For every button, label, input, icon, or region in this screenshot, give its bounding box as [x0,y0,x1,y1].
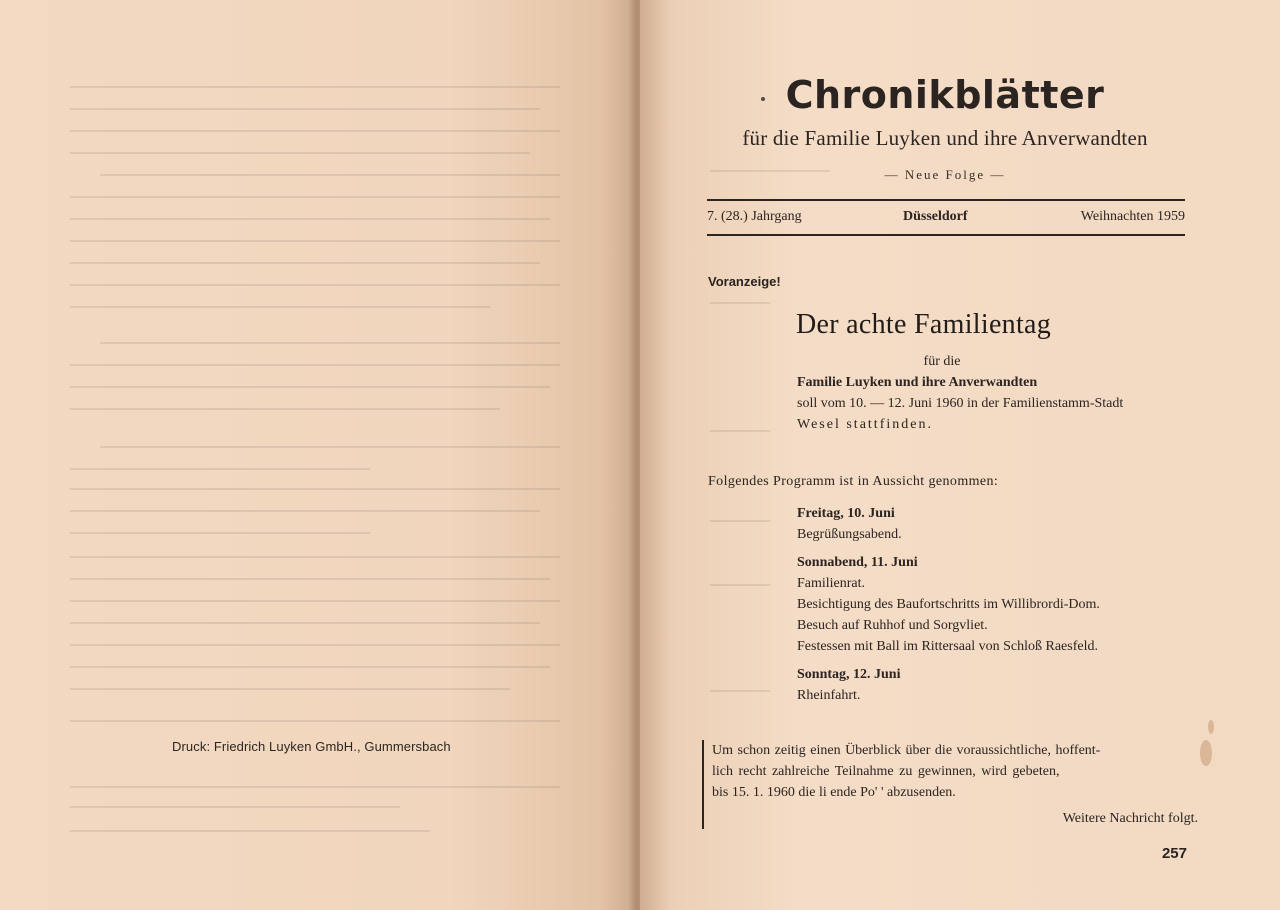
announcement-line: Wesel stattfinden. [797,417,933,432]
program-day [797,503,1100,545]
notice-line: lich recht zahlreiche Teilnahme zu gewinnen, wird gebeten, [712,764,1060,779]
notice-closing: Weitere Nachricht folgt. [1062,811,1198,826]
program-list [797,503,1100,713]
program-day-title: Sonnabend, 11. Juni [797,555,918,570]
program-day-title: Sonntag, 12. Juni [797,667,901,682]
program-item: Besichtigung des Baufortschritts im Willibrordi-Dom. [797,597,1100,612]
announcement-line: soll vom 10. — 12. Juni 1960 in der Familienstamm-Stadt [797,396,1124,411]
right-page [640,0,1280,910]
paper-stain [1200,740,1212,766]
program-item: Familienrat. [797,576,866,591]
announcement-line: für die [923,354,961,369]
notice-line: bis 15. 1. 1960 die li ende Po' ' abzusenden. [712,785,956,800]
announcement-line: Familie Luyken und ihre Anverwandten [797,375,1038,390]
program-intro: Folgendes Programm ist in Aussicht genommen: [708,474,999,489]
announcement-headline: Der achte Familientag [796,309,1052,340]
paper-stain [1208,720,1214,734]
program-day-title: Freitag, 10. Juni [797,506,895,521]
notice-line: Um schon zeitig einen Überblick über die voraussichtliche, hoffent- [712,743,1101,758]
registration-notice [702,740,1198,829]
issue-volume: 7. (28.) Jahrgang [707,209,802,224]
journal-title: Chronikblätter [785,73,1105,117]
program-item: Begrüßungsabend. [797,527,902,542]
issue-city: Düsseldorf [903,209,968,224]
printer-credit: Druck: Friedrich Luyken GmbH., Gummersbach [172,739,451,754]
program-item: Rheinfahrt. [797,688,861,703]
program-item: Besuch auf Ruhhof und Sorgvliet. [797,618,988,633]
program-day [797,664,1100,706]
announcement-body [797,351,1123,435]
program-item: Festessen mit Ball im Rittersaal von Schloß Raesfeld. [797,639,1098,654]
program-day [797,552,1100,657]
masthead [708,70,1182,183]
preannouncement-label: Voranzeige! [708,274,781,289]
issue-date: Weihnachten 1959 [1080,209,1185,224]
series-label: — Neue Folge — [884,167,1006,182]
issue-info-bar [707,199,1185,236]
journal-subtitle: für die Familie Luyken und ihre Anverwandten [742,126,1148,150]
page-number: 257 [1161,845,1187,862]
